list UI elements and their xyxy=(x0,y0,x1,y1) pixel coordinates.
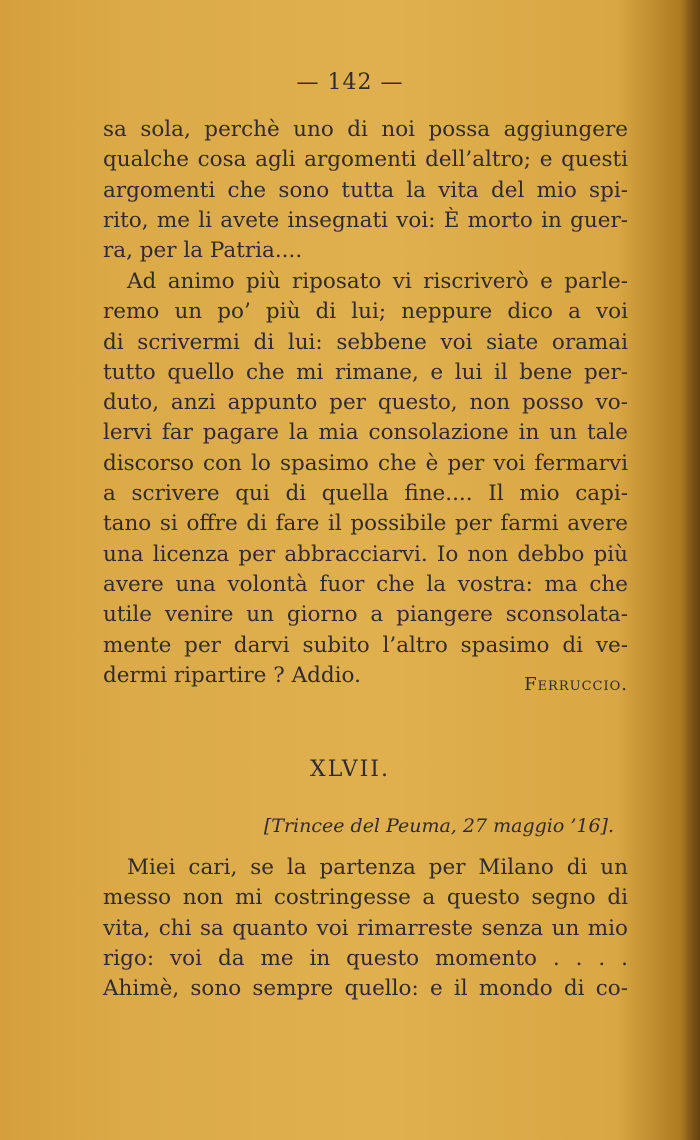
text-line: remo un po’ più di lui; neppure dico a voi xyxy=(103,299,628,325)
text-line: argomenti che sono tutta la vita del mio spi- xyxy=(103,177,628,203)
paragraph-second xyxy=(103,267,628,691)
text-line: Ahimè, sono sempre quello: e il mondo di co- xyxy=(103,976,628,1002)
section-heading: XLVII. xyxy=(310,757,390,782)
text-line: messo non mi costringesse a questo segno di xyxy=(103,885,628,911)
text-line: lervi far pagare la mia consolazione in un tale xyxy=(103,420,628,446)
text-line: discorso con lo spasimo che è per voi fermarvi xyxy=(103,450,628,476)
text-line: qualche cosa agli argomenti dell’altro; e questi xyxy=(103,147,628,173)
text-line: vita, chi sa quanto voi rimarreste senza un mio xyxy=(103,915,628,941)
text-line: una licenza per abbracciarvi. Io non debbo più xyxy=(103,541,628,567)
text-line: Ad animo più riposato vi riscriverò e parle- xyxy=(127,269,628,294)
paragraph-continuation xyxy=(103,115,628,266)
text-line: utile venire un giorno a piangere sconsolata- xyxy=(103,602,628,628)
text-line: rito, me li avete insegnati voi: È morto in guer- xyxy=(103,207,628,233)
page-number: — 142 — xyxy=(296,70,404,95)
text-line: sa sola, perchè uno di noi possa aggiungere xyxy=(103,117,628,142)
page-edge-shadow xyxy=(682,0,700,1140)
text-line: Miei cari, se la partenza per Milano di un xyxy=(127,855,628,880)
text-line: dermi ripartire ? Addio. xyxy=(103,662,361,688)
text-line: di scrivermi di lui: sebbene voi siate oramai xyxy=(103,329,628,355)
text-line: tutto quello che mi rimane, e lui il bene per- xyxy=(103,359,628,385)
letter-date-line: [Trincee del Peuma, 27 maggio ’16]. xyxy=(263,815,614,837)
text-line: avere una volontà fuor che la vostra: ma che xyxy=(103,571,628,597)
text-line: mente per darvi subito l’altro spasimo di ve- xyxy=(103,632,628,658)
text-line: duto, anzi appunto per questo, non posso vo- xyxy=(103,390,628,416)
text-line: a scrivere qui di quella fine.... Il mio capi- xyxy=(103,481,628,507)
text-line: ra, per la Patria.... xyxy=(103,238,303,264)
text-line: rigo: voi da me in questo momento . . . . xyxy=(103,945,628,971)
letter-signature: Ferruccio. xyxy=(524,674,628,695)
text-line: tano si offre di fare il possibile per farmi avere xyxy=(103,511,628,537)
paragraph-third xyxy=(103,853,628,1004)
